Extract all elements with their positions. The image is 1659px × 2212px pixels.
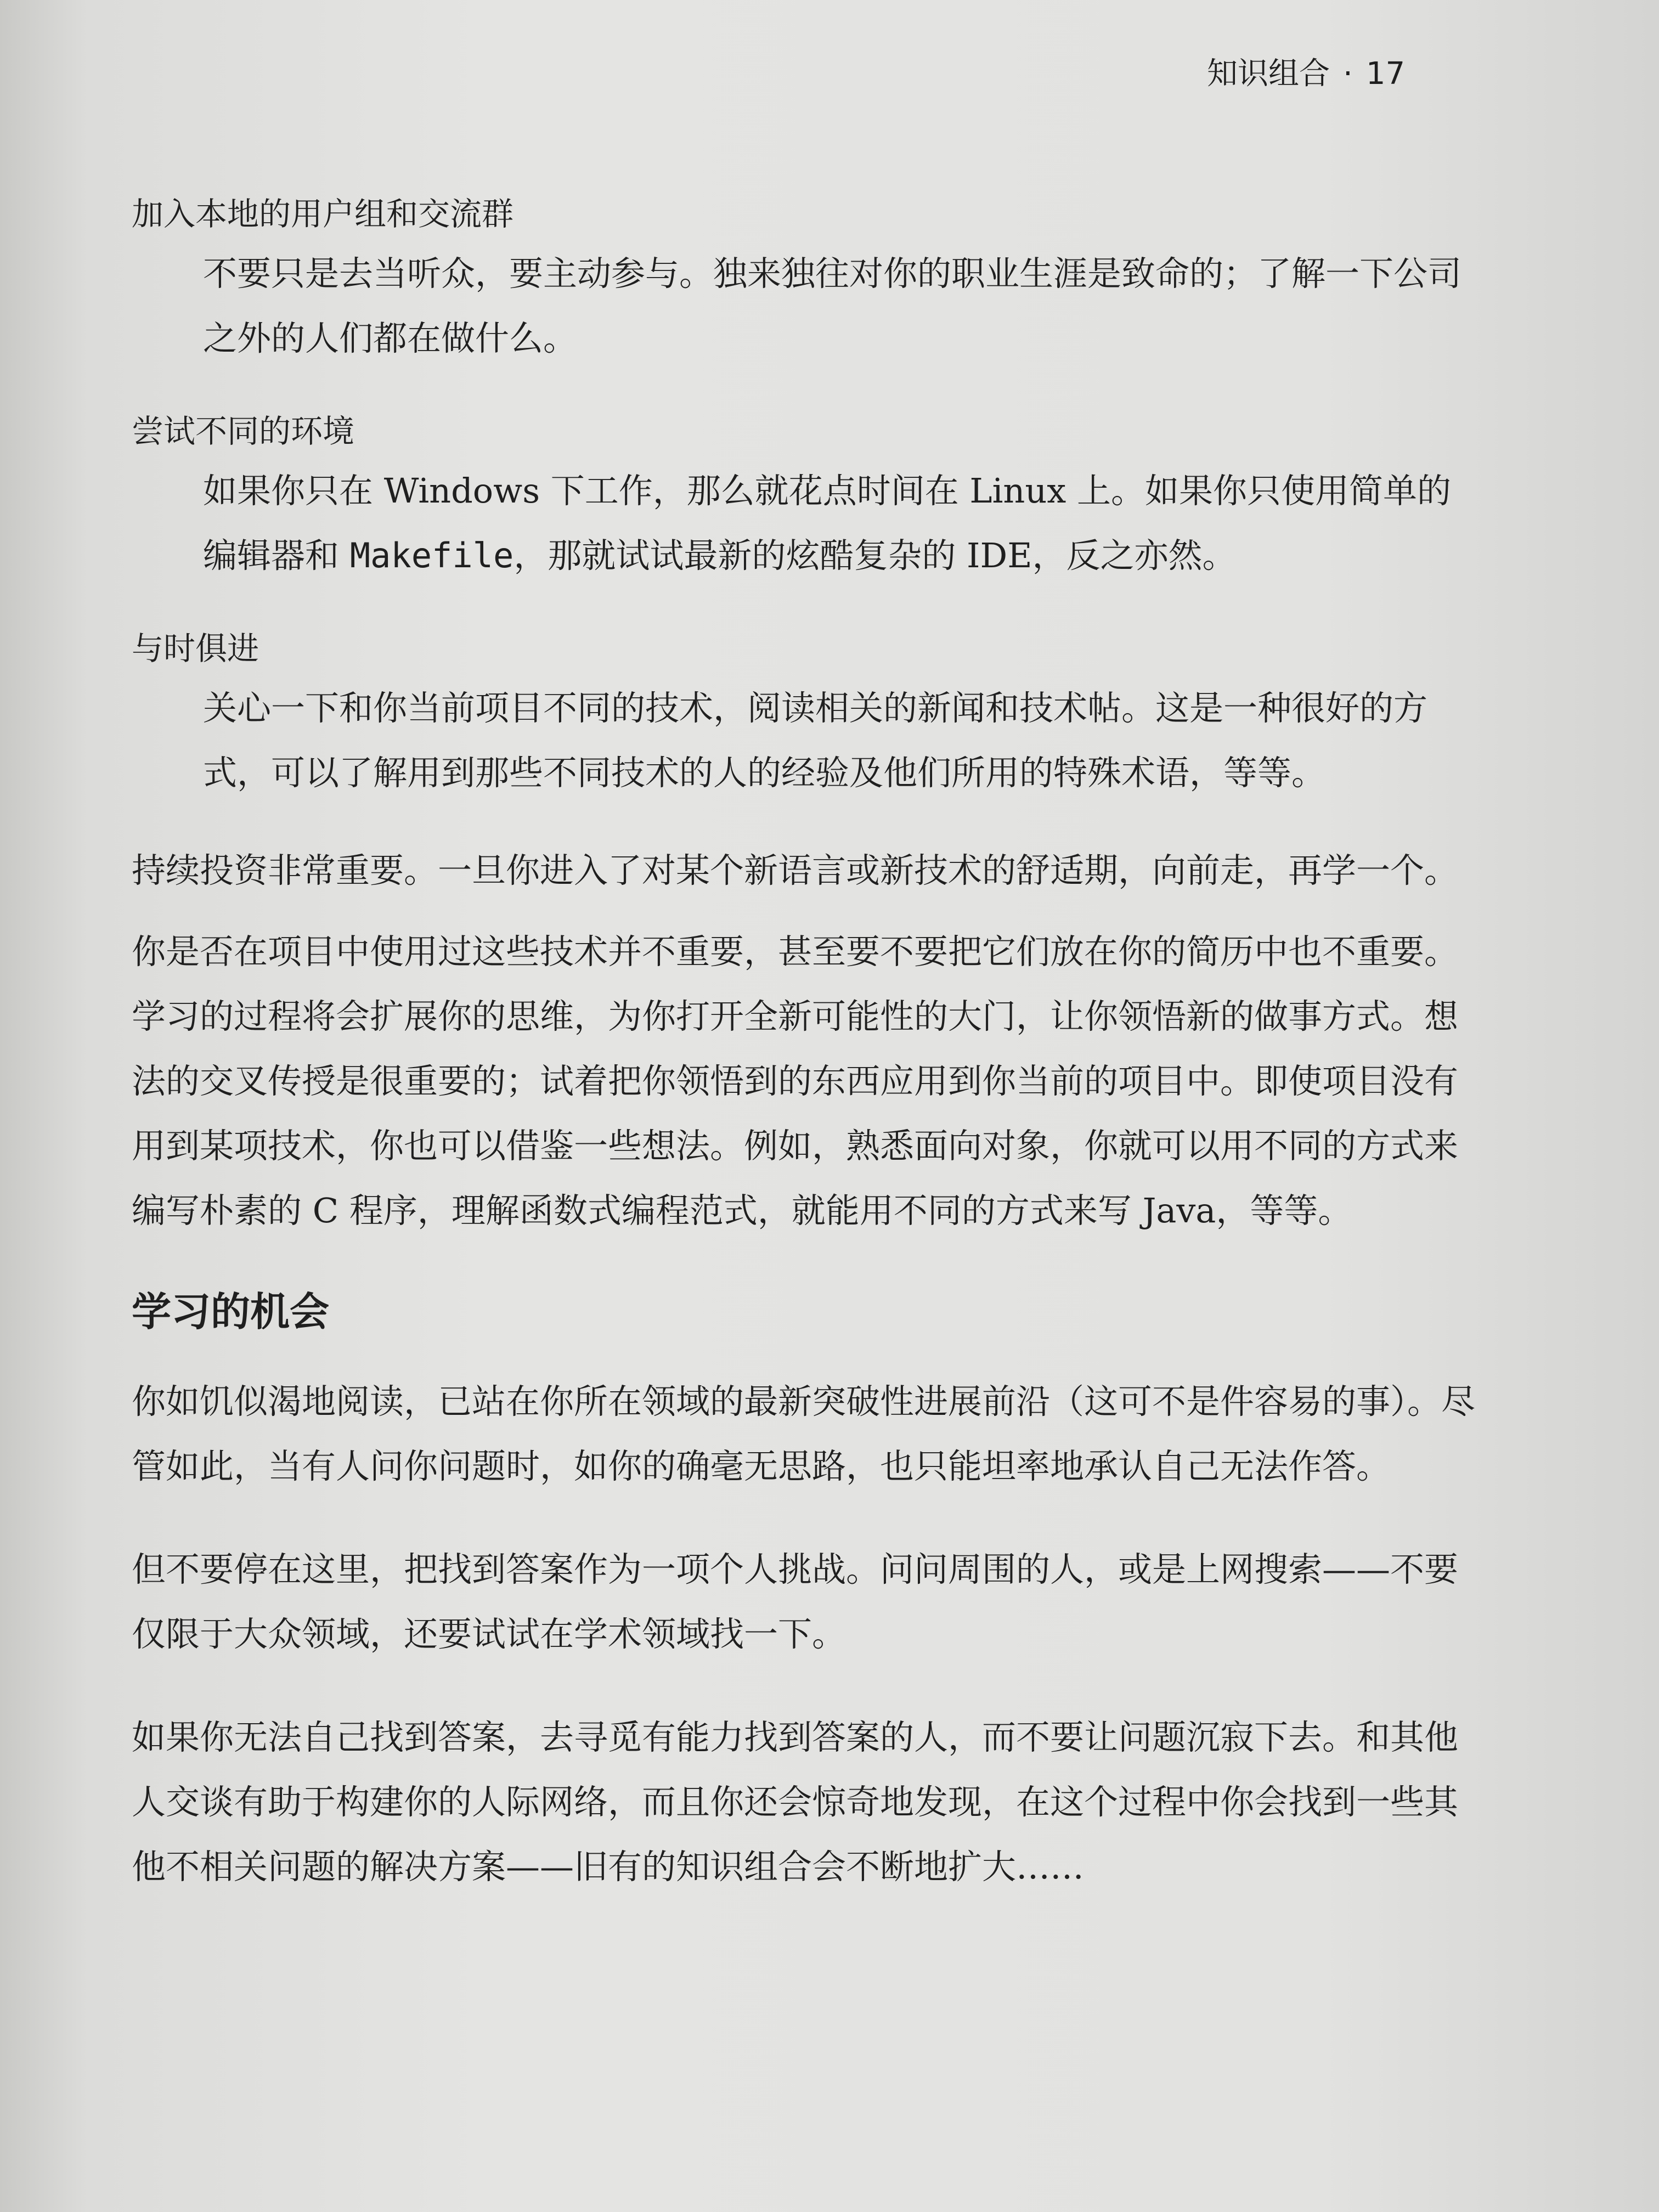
body-paragraph: 你是否在项目中使用过这些技术并不重要，甚至要不要把它们放在你的简历中也不重要。学习的过程将会扩展你的思维，为你打开全新可能性的大门，让你领悟新的做事方式。想法的交叉传授是很重要的；试着把你领悟到的东西应用到你当前的项目中。即使项目没有用到某项技术，你也可以借鉴一些想法。例如，熟悉面向对象，你就可以用不同的方式来编写朴素的 C 程序，理解函数式编程范式，就能用不同的方式来写 Java，等等。	[132, 932, 1459, 1231]
header-section-title: 知识组合	[1207, 56, 1330, 92]
tip-term: 尝试不同的环境	[132, 413, 355, 450]
body-paragraph: 持续投资非常重要。一旦你进入了对某个新语言或新技术的舒适期，向前走，再学一个。	[132, 850, 1459, 890]
tip-description-text: 如果你只在 Windows 下工作，那么就花点时间在 Linux 上。如果你只使用简单的编辑器和	[203, 471, 1451, 575]
section-heading: 学习的机会	[132, 1289, 330, 1335]
header-separator: ·	[1343, 56, 1353, 92]
page-body	[132, 187, 1481, 1916]
section-paragraph: 你如饥似渴地阅读，已站在你所在领域的最新突破性进展前沿（这可不是件容易的事）。尽管如此，当有人问你问题时，如你的确毫无思路，也只能坦率地承认自己无法作答。	[132, 1381, 1476, 1486]
tip-description-text: ，那就试试最新的炫酷复杂的 IDE，反之亦然。	[514, 535, 1237, 575]
running-header	[1207, 49, 1405, 93]
section-paragraph: 但不要停在这里，把找到答案作为一项个人挑战。问问周围的人，或是上网搜索——不要仅限于大众领域，还要试试在学术领域找一下。	[132, 1549, 1459, 1654]
code-makefile: Makefile	[349, 535, 514, 575]
tip-list	[132, 187, 1481, 805]
section-paragraph: 如果你无法自己找到答案，去寻觅有能力找到答案的人，而不要让问题沉寂下去。和其他人交谈有助于构建你的人际网络，而且你还会惊奇地发现，在这个过程中你会找到一些其他不相关问题的解决方案——旧有的知识组合会不断地扩大……	[132, 1717, 1459, 1887]
tip-term: 加入本地的用户组和交流群	[132, 195, 514, 233]
tip-term: 与时俱进	[132, 630, 259, 667]
page-number: 17	[1365, 56, 1406, 92]
tip-description	[203, 459, 1481, 588]
tip-description: 不要只是去当听众，要主动参与。独来独往对你的职业生涯是致命的；了解一下公司之外的人们都在做什么。	[203, 253, 1462, 358]
tip-description: 关心一下和你当前项目不同的技术，阅读相关的新闻和技术帖。这是一种很好的方式，可以了解用到那些不同技术的人的经验及他们所用的特殊术语，等等。	[203, 688, 1428, 793]
